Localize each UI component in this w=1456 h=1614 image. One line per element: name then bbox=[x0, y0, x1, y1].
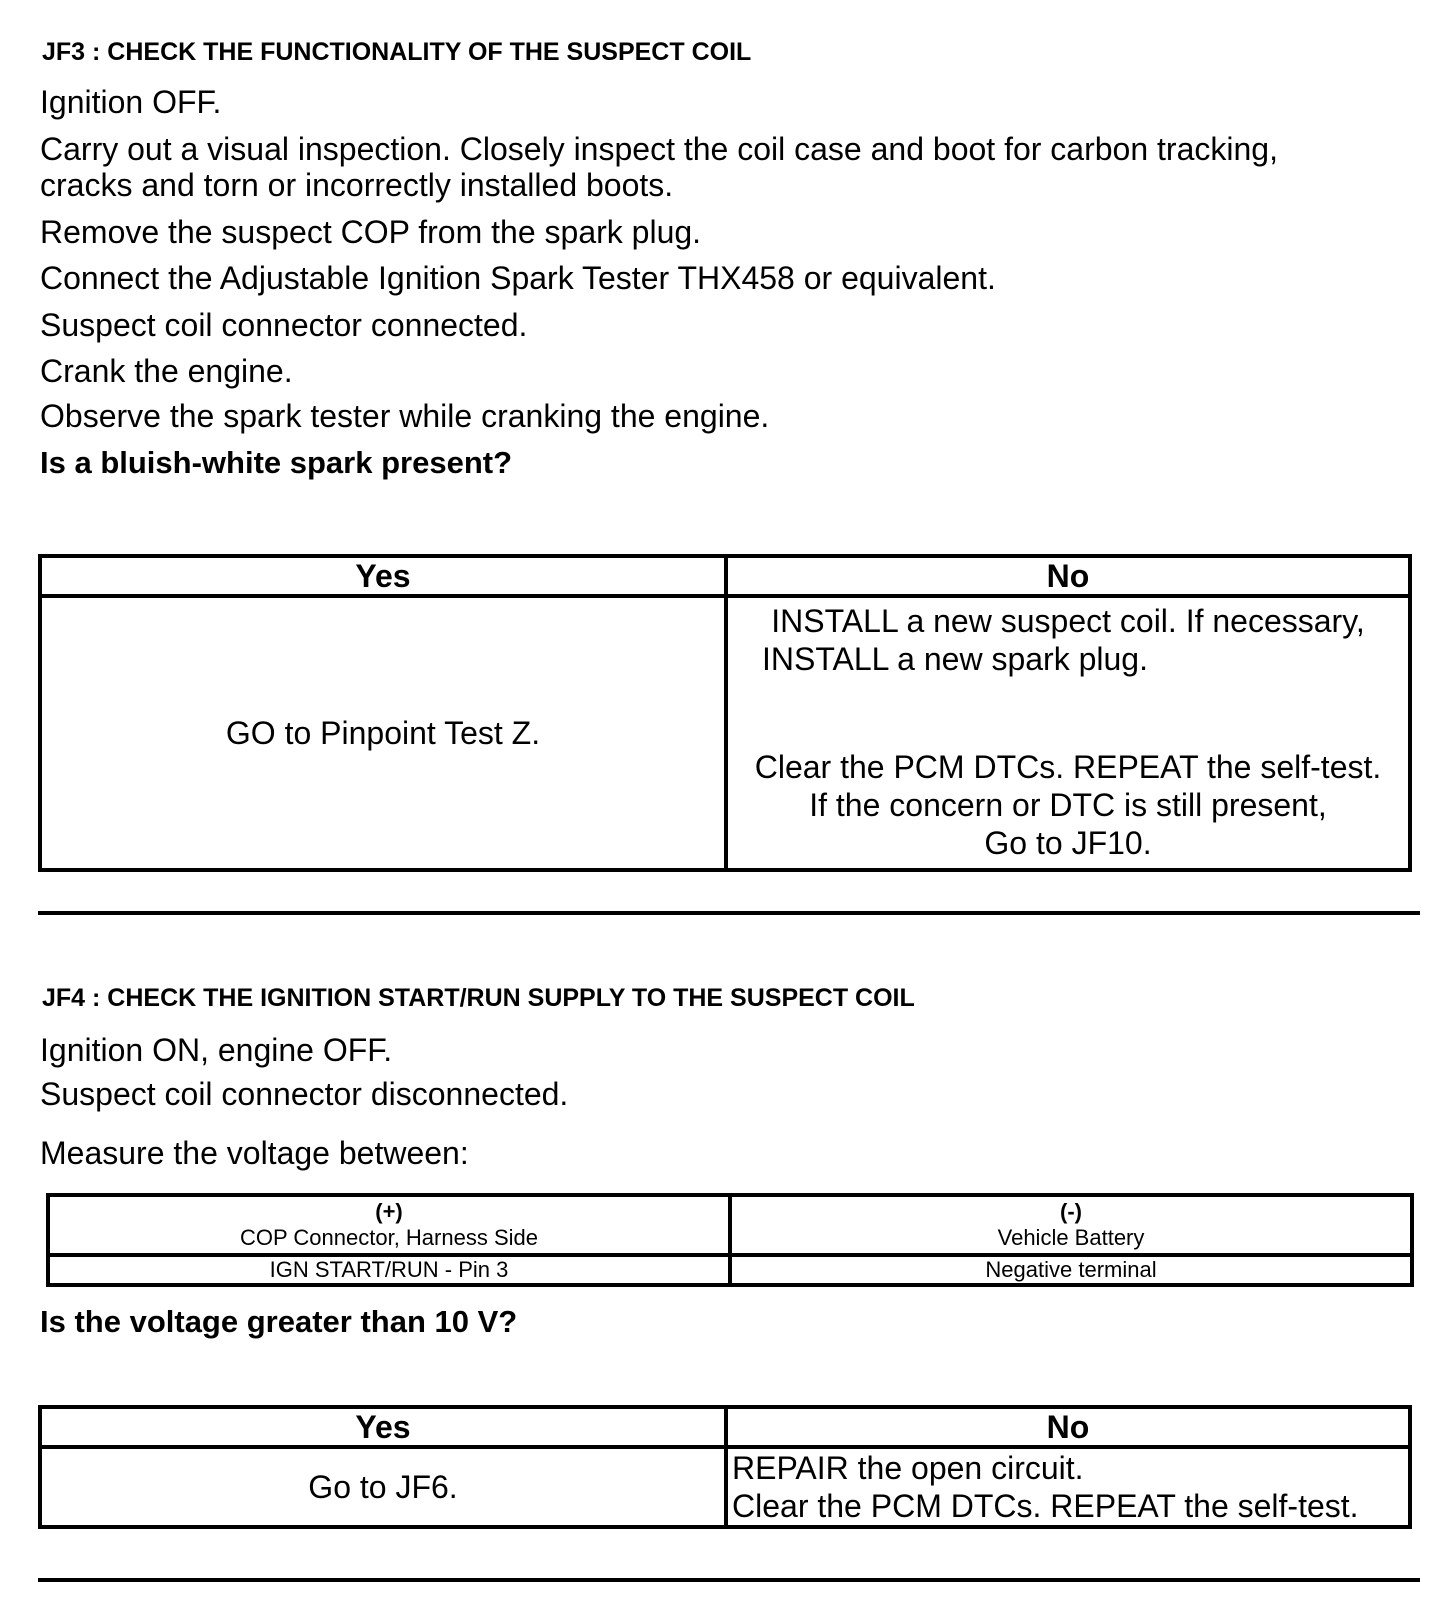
jf3-heading: JF3 : CHECK THE FUNCTIONALITY OF THE SUSPECT COIL bbox=[42, 38, 752, 66]
measure-positive-header bbox=[48, 1195, 730, 1255]
jf4-step-ignition-on: Ignition ON, engine OFF. bbox=[40, 1032, 393, 1068]
jf3-no-line-4: If the concern or DTC is still present, bbox=[809, 787, 1327, 823]
jf3-step-connector-connected: Suspect coil connector connected. bbox=[40, 307, 528, 343]
jf4-yes-header: Yes bbox=[40, 1407, 726, 1447]
jf3-no-line-1: INSTALL a new suspect coil. If necessary, bbox=[771, 603, 1365, 639]
jf4-yes-cell bbox=[40, 1447, 726, 1527]
negative-label: Vehicle Battery bbox=[997, 1225, 1145, 1250]
jf4-heading: JF4 : CHECK THE IGNITION START/RUN SUPPLY TO THE SUSPECT COIL bbox=[42, 984, 915, 1012]
jf3-yes-cell bbox=[40, 596, 726, 870]
jf4-step-measure-voltage: Measure the voltage between: bbox=[40, 1135, 469, 1171]
jf3-step-ignition-off: Ignition OFF. bbox=[40, 84, 222, 120]
jf3-no-header: No bbox=[726, 556, 1410, 596]
jf3-yes-text: GO to Pinpoint Test Z. bbox=[225, 715, 541, 751]
jf4-result-table bbox=[38, 1405, 1412, 1529]
section-divider-2 bbox=[38, 1578, 1420, 1582]
jf4-question: Is the voltage greater than 10 V? bbox=[40, 1304, 518, 1339]
negative-sign: (-) bbox=[1060, 1199, 1082, 1224]
jf3-question: Is a bluish-white spark present? bbox=[40, 445, 513, 480]
jf3-no-line-5: Go to JF10. bbox=[984, 825, 1152, 861]
jf4-measure-table bbox=[46, 1193, 1414, 1287]
jf3-no-cell bbox=[726, 596, 1410, 870]
jf3-step-connect-tester: Connect the Adjustable Ignition Spark Tester THX458 or equivalent. bbox=[40, 260, 996, 296]
jf3-step-observe-tester: Observe the spark tester while cranking the engine. bbox=[40, 398, 770, 434]
measure-negative-value: Negative terminal bbox=[730, 1255, 1412, 1285]
jf3-step-visual-inspection: Carry out a visual inspection. Closely inspect the coil case and boot for carbon tracking, bbox=[40, 131, 1278, 167]
jf4-step-connector-disconnected: Suspect coil connector disconnected. bbox=[40, 1076, 569, 1112]
jf3-yes-header: Yes bbox=[40, 556, 726, 596]
jf3-step-visual-inspection-cont: cracks and torn or incorrectly installed boots. bbox=[40, 167, 674, 203]
positive-label: COP Connector, Harness Side bbox=[240, 1225, 538, 1250]
jf3-no-line-2: INSTALL a new spark plug. bbox=[762, 641, 1148, 677]
jf3-step-remove-cop: Remove the suspect COP from the spark plug. bbox=[40, 214, 702, 250]
jf4-no-header: No bbox=[726, 1407, 1410, 1447]
jf4-yes-text: Go to JF6. bbox=[308, 1469, 458, 1505]
jf4-no-line-1: REPAIR the open circuit. bbox=[732, 1450, 1084, 1486]
positive-sign: (+) bbox=[375, 1199, 403, 1224]
measure-negative-header bbox=[730, 1195, 1412, 1255]
jf4-no-line-2: Clear the PCM DTCs. REPEAT the self-test. bbox=[732, 1488, 1359, 1524]
jf3-step-crank-engine: Crank the engine. bbox=[40, 353, 293, 389]
measure-positive-value: IGN START/RUN - Pin 3 bbox=[48, 1255, 730, 1285]
jf3-result-table bbox=[38, 554, 1412, 872]
section-divider-1 bbox=[38, 911, 1420, 915]
jf3-no-line-3: Clear the PCM DTCs. REPEAT the self-test. bbox=[754, 749, 1382, 785]
jf4-no-cell bbox=[726, 1447, 1410, 1527]
jf3-no-spacer bbox=[732, 678, 1404, 748]
